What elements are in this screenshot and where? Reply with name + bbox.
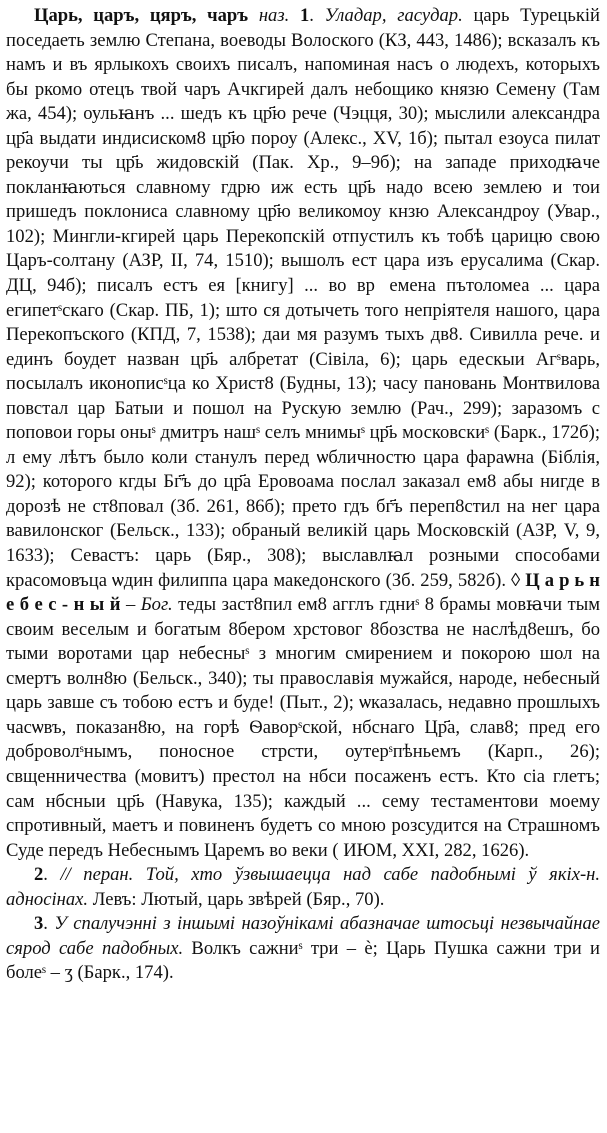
phrase-label: Ц а р ь н е б е с - н ы й (6, 569, 600, 616)
headword: Царь, царъ, цяръ, чаръ (34, 5, 249, 26)
entry-sense-3: 3. У спалучэнні з іншымі назоўнікамі абазначае штосьці незвычайнае сярод сабе падобных. Волкъ сажниˢ три – ѐ; Царь Пушка сажни три и болеˢ – ӡ (Барк., 174). (6, 913, 601, 984)
sense-number: 2 (34, 864, 44, 886)
sense-citations: царь Турецькій поседаеть землю Степана, воеводы Волоского (КЗ, 443, 1486); всказалъ къ намъ и въ ярлыкохъ своихъ писалъ, напоминая насъ о людехъ, которыхъ бы ркомо отецъ твой чаръ Ачкгирей далъ небощико князю Семену (Там жа, 454); оульꙗнъ ... шедъ къ цр҃ю рече (Чэцця, 30); мыслили александра цр҃а выдати индисиском8 цр҃ю пороу (Алекс., XV, 1б); пытал езоуса пилат рекоучи ты цр҃ь жидовскій (Пак. Хр., 9–9б); на западе приходꙗче покланꙗються славному гдрю иж есть цр҃ь надо всею землею и тои пришедъ поклониса славному цр҃ю великомоу кнзю Александроу (Увар., 102); Мингли-кгирей царь Перекопскій отпустилъ къ тобѣ царицю свою Царъ-солтану (АЗР, II, 74, 1510); вышолъ ест цара изъ ерусалима (Скар. ДЦ, 94б); писалъ естъ ея [книгу] ... во врⷷемена пътоломеа ... цара египетˢскаго (Скар. ПБ, 1); што ся дотычеть того непріятеля нашого, цара Перекопъского (КПД, 7, 1538); даи мя разумъ тыхъ дв8. Сивилла рече. и единъ боудет назван цр҃ь албретат (Сівіла, 6); царь едескыи Агˢварь, посылалъ иконописˢца ко Христ8 (Будны, 13); часу пановань Монтвилова повстал цар Батыи и пошол на Рускую землю (Рач., 299); заразомъ с поповои горы оныˢ дмитръ нашˢ селъ мнимыˢ цр҃ь московскиˢ (Барк., 172б); л ему лѣтъ было коли станулъ перед ѡбличностю цара фараѡна (Біблія, 92); которого кгды Бг҃ъ до цр҃а Еровоама послал заказал ем8 абы нигде в дорозѣ не ст8повал (Зб. 261, 86б); прето гдъ бг҃ъ переп8стил на нег цара вавилонског (Бельск., 133); обраный великій царь Московскій (АЗР, V, 9, 1633); Севастъ: царь (Бяр., 308); выславлꙗл розными способами красомовъца ѡдин филиппа цара македонского (Зб. 259, 582б). ◊ (6, 5, 600, 591)
sense-definition: Уладар, гасудар. (324, 5, 463, 26)
sense-definition: У спалучэнні з іншымі назоўнікамі абазначае штосьці незвычайнае сярод сабе падобных. (6, 913, 601, 959)
sense-number: 3 (34, 913, 44, 935)
phrase-dash: – (125, 594, 136, 616)
sense-number: 1 (299, 5, 310, 26)
dictionary-page (6, 4, 600, 986)
entry-sense-1: Царь, царъ, цяръ, чаръ наз. 1. Уладар, гасудар. царь Турецькій поседаеть землю Степана, воеводы Волоского (КЗ, 443, 1486); всказалъ къ намъ и въ ярлыкохъ своихъ писалъ, напоминая насъ о людехъ, которыхъ бы ркомо отецъ твой чаръ Ачкгирей далъ небощико князю Семену (Там жа, 454); оульꙗнъ ... шедъ къ цр҃ю рече (Чэцця, 30); мыслили александра цр҃а выдати индисиском8 цр҃ю пороу (Алекс., XV, 1б); пытал езоуса пилат рекоучи ты цр҃ь жидовскій (Пак. Хр., 9–9б); на западе приходꙗче покланꙗються славному гдрю иж есть цр҃ь надо всею землею и тои пришедъ поклониса славному цр҃ю великомоу кнзю Александроу (Увар., 102); Мингли-кгирей царь Перекопскій отпустилъ къ тобѣ царицю свою Царъ-солтану (АЗР, II, 74, 1510); вышолъ ест цара изъ ерусалима (Скар. ДЦ, 94б); писалъ естъ ея [книгу] ... во врⷷемена пътоломеа ... цара египетˢскаго (Скар. ПБ, 1); што ся дотычеть того непріятеля нашого, цара Перекопъского (КПД, 7, 1538); даи мя разумъ тыхъ дв8. Сивилла рече. и единъ боудет назван цр҃ь албретат (Сівіла, 6); царь едескыи Агˢварь, посылалъ иконописˢца ко Христ8 (Будны, 13); часу пановань Монтвилова повстал цар Батыи и пошол на Рускую землю (Рач., 299); заразомъ с поповои горы оныˢ дмитръ нашˢ селъ мнимыˢ цр҃ь московскиˢ (Барк., 172б); л ему лѣтъ было коли станулъ перед ѡбличностю цара фараѡна (Біблія, 92); которого кгды Бг҃ъ до цр҃а Еровоама послал заказал ем8 абы нигде в дорозѣ не ст8повал (Зб. 261, 86б); прето гдъ бг҃ъ переп8стил на нег цара вавилонског (Бельск., 133); обраный великій царь Московскій (АЗР, V, 9, 1633); Севастъ: царь (Бяр., 308); выславлꙗл розными способами красомовъца ѡдин филиппа цара македонского (Зб. 259, 582б). ◊ Ц а р ь н е б е с - н ы й – Бог. теды заст8пил ем8 агглъ гдниˢ 8 брамы мовꙗчи тым своим веселым и богатым 8бером хрстовог 8бозства не наслѣд8ешъ, бо тыми воротами цар небесныˢ з многим смирением и покорою шол на смертъ волн8ю (Бельск., 340); ты православія мужайся, народе, небесный царь завше съ тобою естъ и буде! (Пыт., 2); ѡказалась, недавно прошлыхъ часѡвъ, показан8ю, на горѣ Ѳаворˢской, нбснаго Цр҃а, слав8; пред его доброволˢнымъ, поносное стрсти, оутерˢпѣньемъ (Карп., 26); свщенничества (мовитъ) престол на нбси посаженъ естъ. Кто сіа глетъ; сам нбсныи цр҃ь (Навука, 135); каждый ... сему тестаментови моему спротивный, маетъ и повиненъ будетъ со мною розсудится на Страшномъ Суде передъ Небеснымъ Царемъ во веки ( ИЮМ, XXI, 282, 1626). (6, 5, 600, 861)
sense-citations: Левъ: Лютый, царь звѣрей (Бяр., 70). (92, 888, 385, 910)
phrase-definition: Бог. (140, 594, 173, 616)
entry-sense-2: 2. // перан. Той, хто ўзвышаецца над сабе падобнымі ў якіх-н. адносінах. Левъ: Лютый, царь звѣрей (Бяр., 70). (6, 864, 601, 910)
phrase-citations: теды заст8пил ем8 агглъ гдниˢ 8 брамы мовꙗчи тым своим веселым и богатым 8бером хрстовог 8бозства не наслѣд8ешъ, бо тыми воротами цар небесныˢ з многим смирением и покорою шол на смертъ волн8ю (Бельск., 340); ты православія мужайся, народе, небесный царь завше съ тобою естъ и буде! (Пыт., 2); ѡказалась, недавно прошлыхъ часѡвъ, показан8ю, на горѣ Ѳаворˢской, нбснаго Цр҃а, слав8; пред его доброволˢнымъ, поносное стрсти, оутерˢпѣньемъ (Карп., 26); свщенничества (мовитъ) престол на нбси посаженъ естъ. Кто сіа глетъ; сам нбсныи цр҃ь (Навука, 135); каждый ... сему тестаментови моему спротивный, маетъ и повиненъ будетъ со мною розсудится на Страшномъ Суде передъ Небеснымъ Царемъ во веки ( ИЮМ, XXI, 282, 1626). (6, 594, 600, 861)
part-of-speech: наз. (258, 5, 290, 26)
sense-citations: Волкъ сажниˢ три – ѐ; Царь Пушка сажни три и болеˢ – ӡ (Барк., 174). (6, 937, 600, 984)
sense-definition: // перан. Той, хто ўзвышаецца над сабе падобнымі ў якіх-н. адносінах. (6, 864, 601, 910)
